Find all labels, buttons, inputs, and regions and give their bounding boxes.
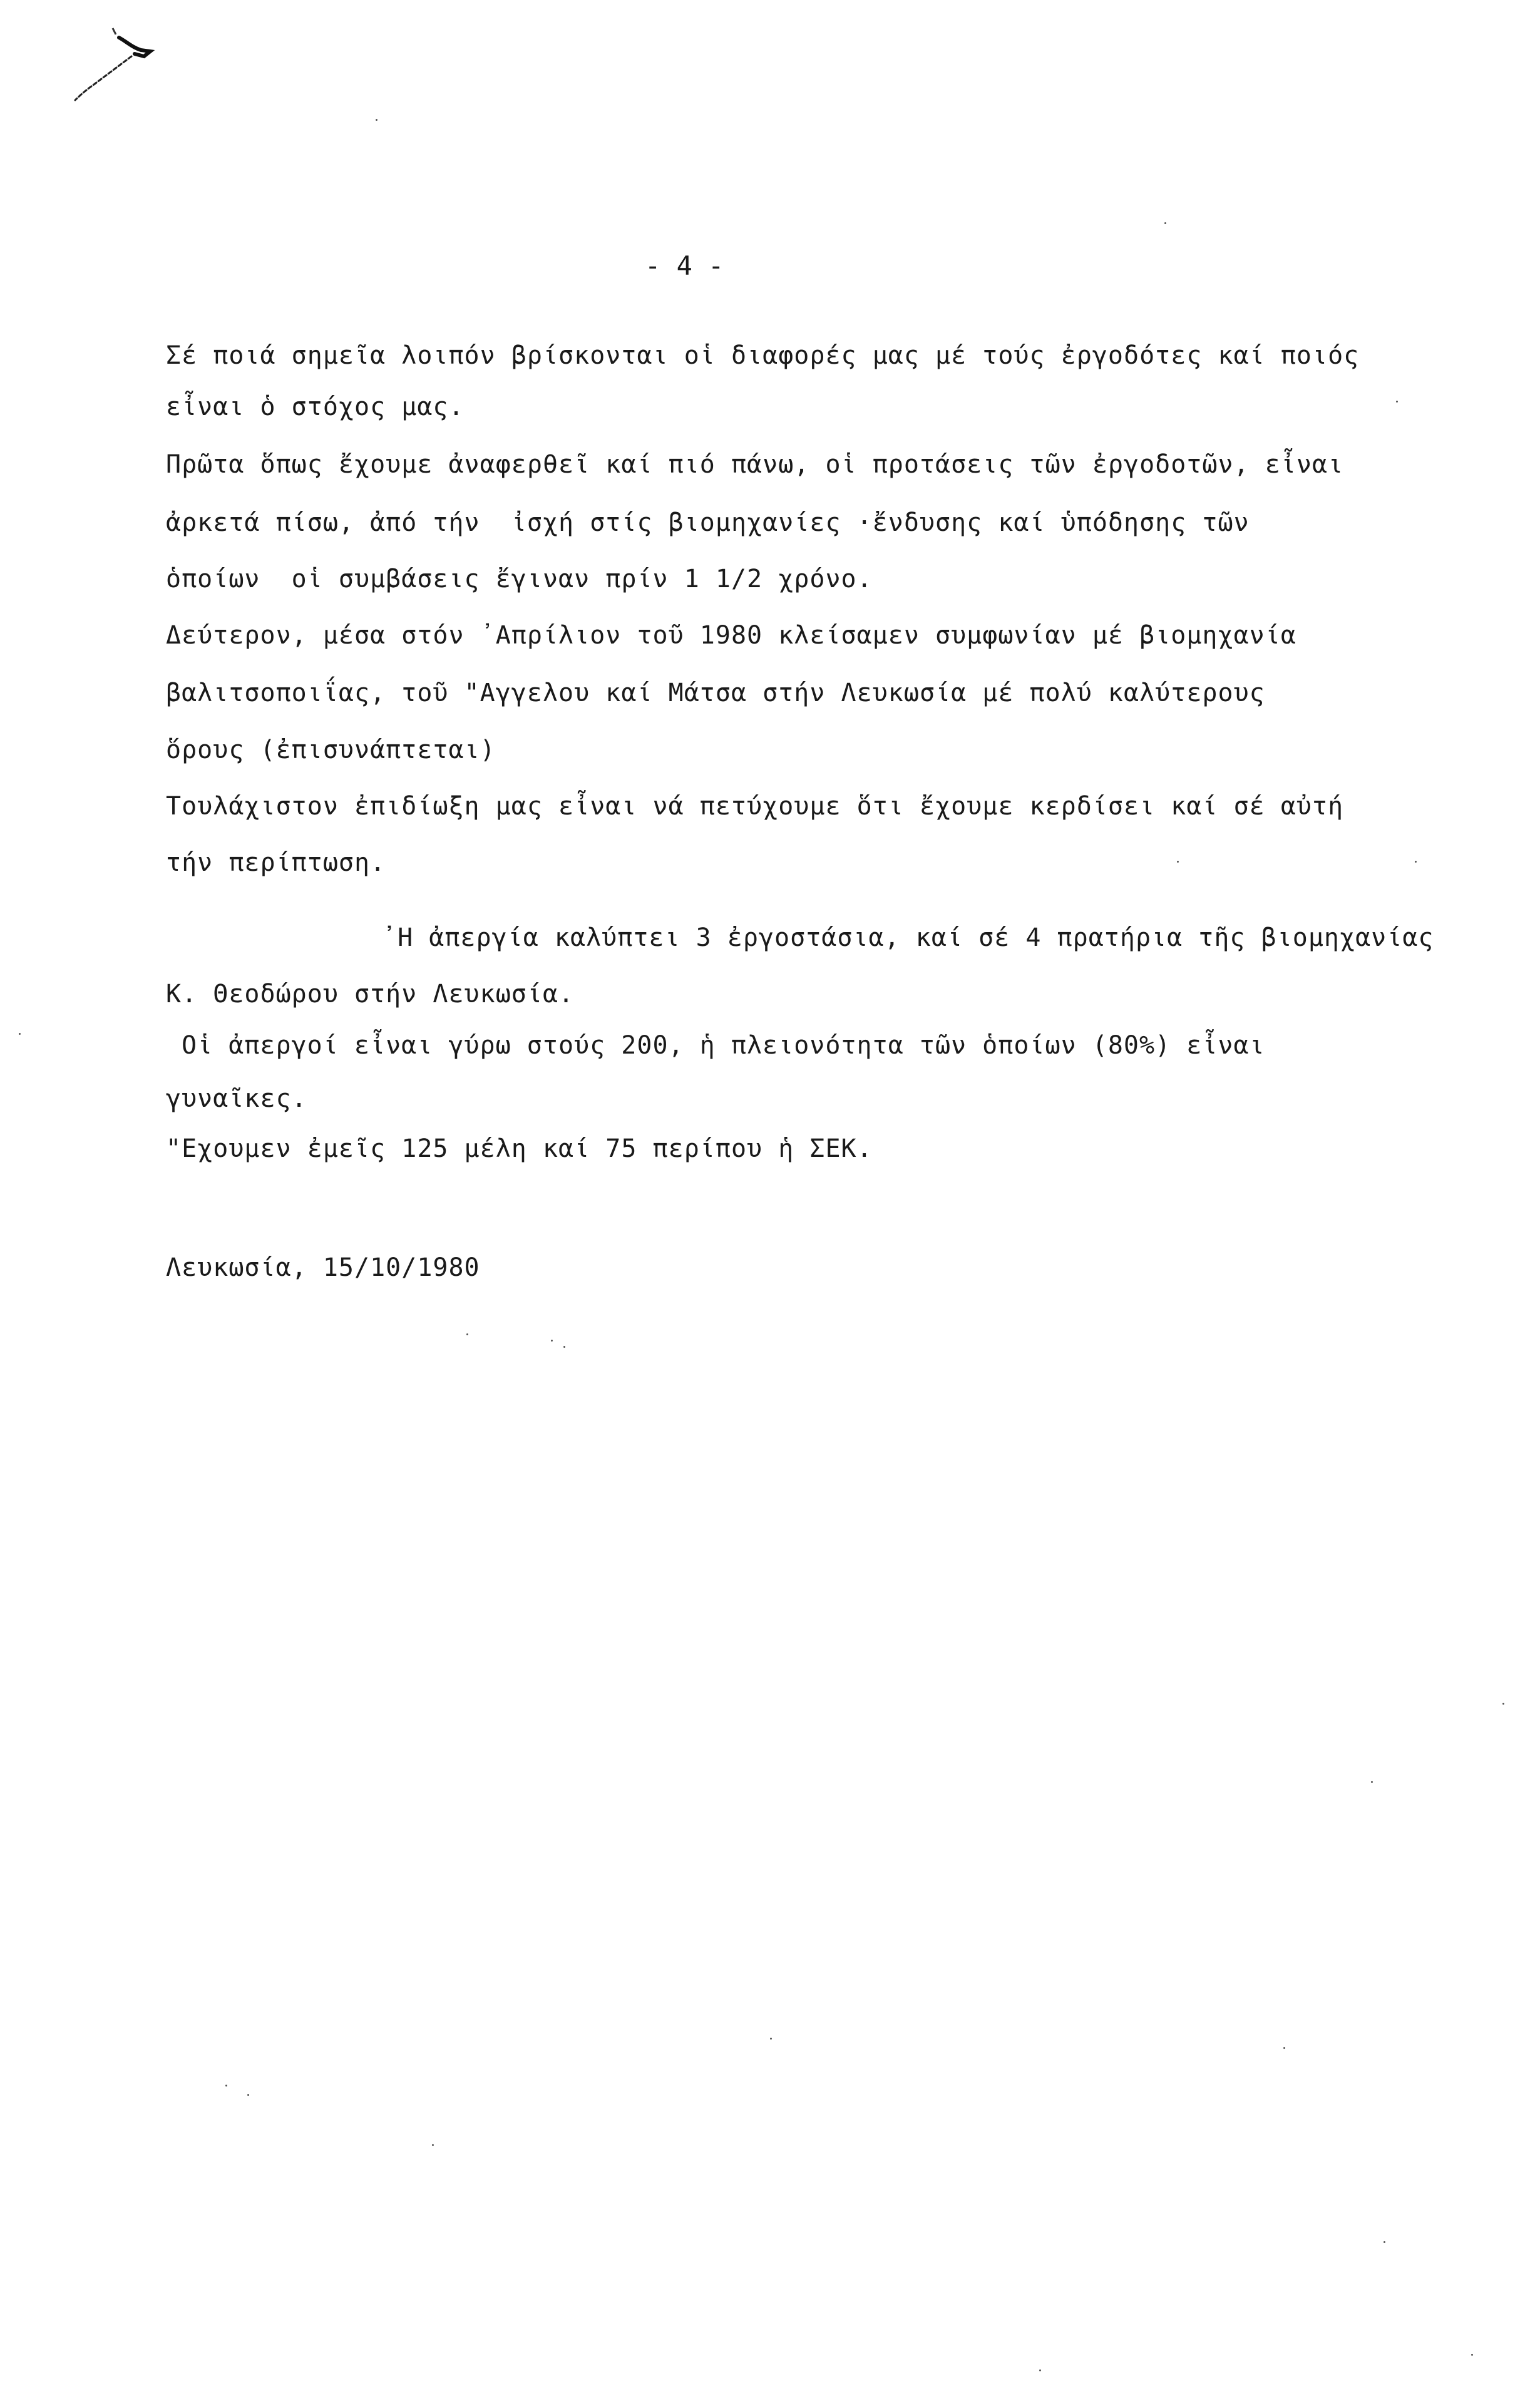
- paragraph-1-line-1: Σέ ποιά σημεῖα λοιπόν βρίσκονται οἱ διαφορές μας μέ τούς ἐργοδότες καί ποιός: [166, 341, 1360, 370]
- paragraph-3-line-1: Δεύτερον, μέσα στόν ᾿Απρίλιον τοῦ 1980 κλείσαμεν συμφωνίαν μέ βιομηχανία: [166, 621, 1296, 650]
- paragraph-5-line-1: ᾿Η ἀπεργία καλύπτει 3 ἐργοστάσια, καί σέ 4 πρατήρια τῆς βιομηχανίας: [382, 923, 1434, 952]
- paragraph-3-line-2: βαλιτσοποιΐας, τοῦ "Αγγελου καί Μάτσα στήν Λευκωσία μέ πολύ καλύτερους: [166, 679, 1265, 707]
- paragraph-6-line-2: γυναῖκες.: [166, 1084, 307, 1113]
- scan-speck: [247, 2094, 249, 2096]
- scan-speck: [1164, 222, 1166, 224]
- scan-speck: [225, 2085, 227, 2087]
- paragraph-4-line-2: τήν περίπτωση.: [166, 848, 386, 877]
- page-number: - 4 -: [645, 250, 724, 281]
- scan-speck: [376, 119, 377, 121]
- handwritten-corner-mark: [44, 13, 169, 106]
- paragraph-6-line-1: Οἱ ἀπεργοί εἶναι γύρω στούς 200, ἡ πλειονότητα τῶν ὁποίων (80%) εἶναι: [182, 1031, 1265, 1060]
- scan-speck: [19, 1033, 21, 1035]
- scan-speck: [770, 2038, 772, 2040]
- scan-speck: [1177, 861, 1179, 863]
- scan-speck: [1371, 1781, 1373, 1783]
- paragraph-1-line-2: εἶναι ὁ στόχος μας.: [166, 393, 465, 421]
- paragraph-2-line-1: Πρῶτα ὅπως ἔχουμε ἀναφερθεῖ καί πιό πάνω, οἱ προτάσεις τῶν ἐργοδοτῶν, εἶναι: [166, 450, 1344, 479]
- paragraph-2-line-2: ἀρκετά πίσω, ἀπό τήν ἰσχή στίς βιομηχανίες ·ἔνδυσης καί ὑπόδησης τῶν: [166, 508, 1250, 537]
- paragraph-3-line-3: ὅρους (ἐπισυνάπτεται): [166, 736, 496, 764]
- signoff-place-date: Λευκωσία, 15/10/1980: [166, 1253, 480, 1282]
- scan-speck: [432, 2144, 434, 2146]
- scan-speck: [1396, 401, 1398, 403]
- scan-speck: [551, 1340, 553, 1342]
- paragraph-4-line-1: Τουλάχιστον ἐπιδίωξη μας εἶναι νά πετύχουμε ὅτι ἔχουμε κερδίσει καί σέ αὐτή: [166, 792, 1344, 821]
- paragraph-2-line-3: ὁποίων οἱ συμβάσεις ἔγιναν πρίν 1 1/2 χρόνο.: [166, 565, 873, 593]
- scan-speck: [1039, 2369, 1041, 2371]
- paragraph-5-line-2: Κ. Θεοδώρου στήν Λευκωσία.: [166, 980, 575, 1009]
- scan-speck: [1502, 1703, 1504, 1705]
- scan-speck: [1383, 2241, 1385, 2243]
- scan-speck: [1283, 2047, 1285, 2049]
- scan-speck: [466, 1333, 468, 1335]
- paragraph-7-line-1: "Εχουμεν ἐμεῖς 125 μέλη καί 75 περίπου ἡ ΣΕΚ.: [166, 1134, 873, 1163]
- scan-speck: [563, 1346, 565, 1348]
- scan-speck: [1471, 2354, 1473, 2356]
- scan-speck: [1415, 861, 1417, 863]
